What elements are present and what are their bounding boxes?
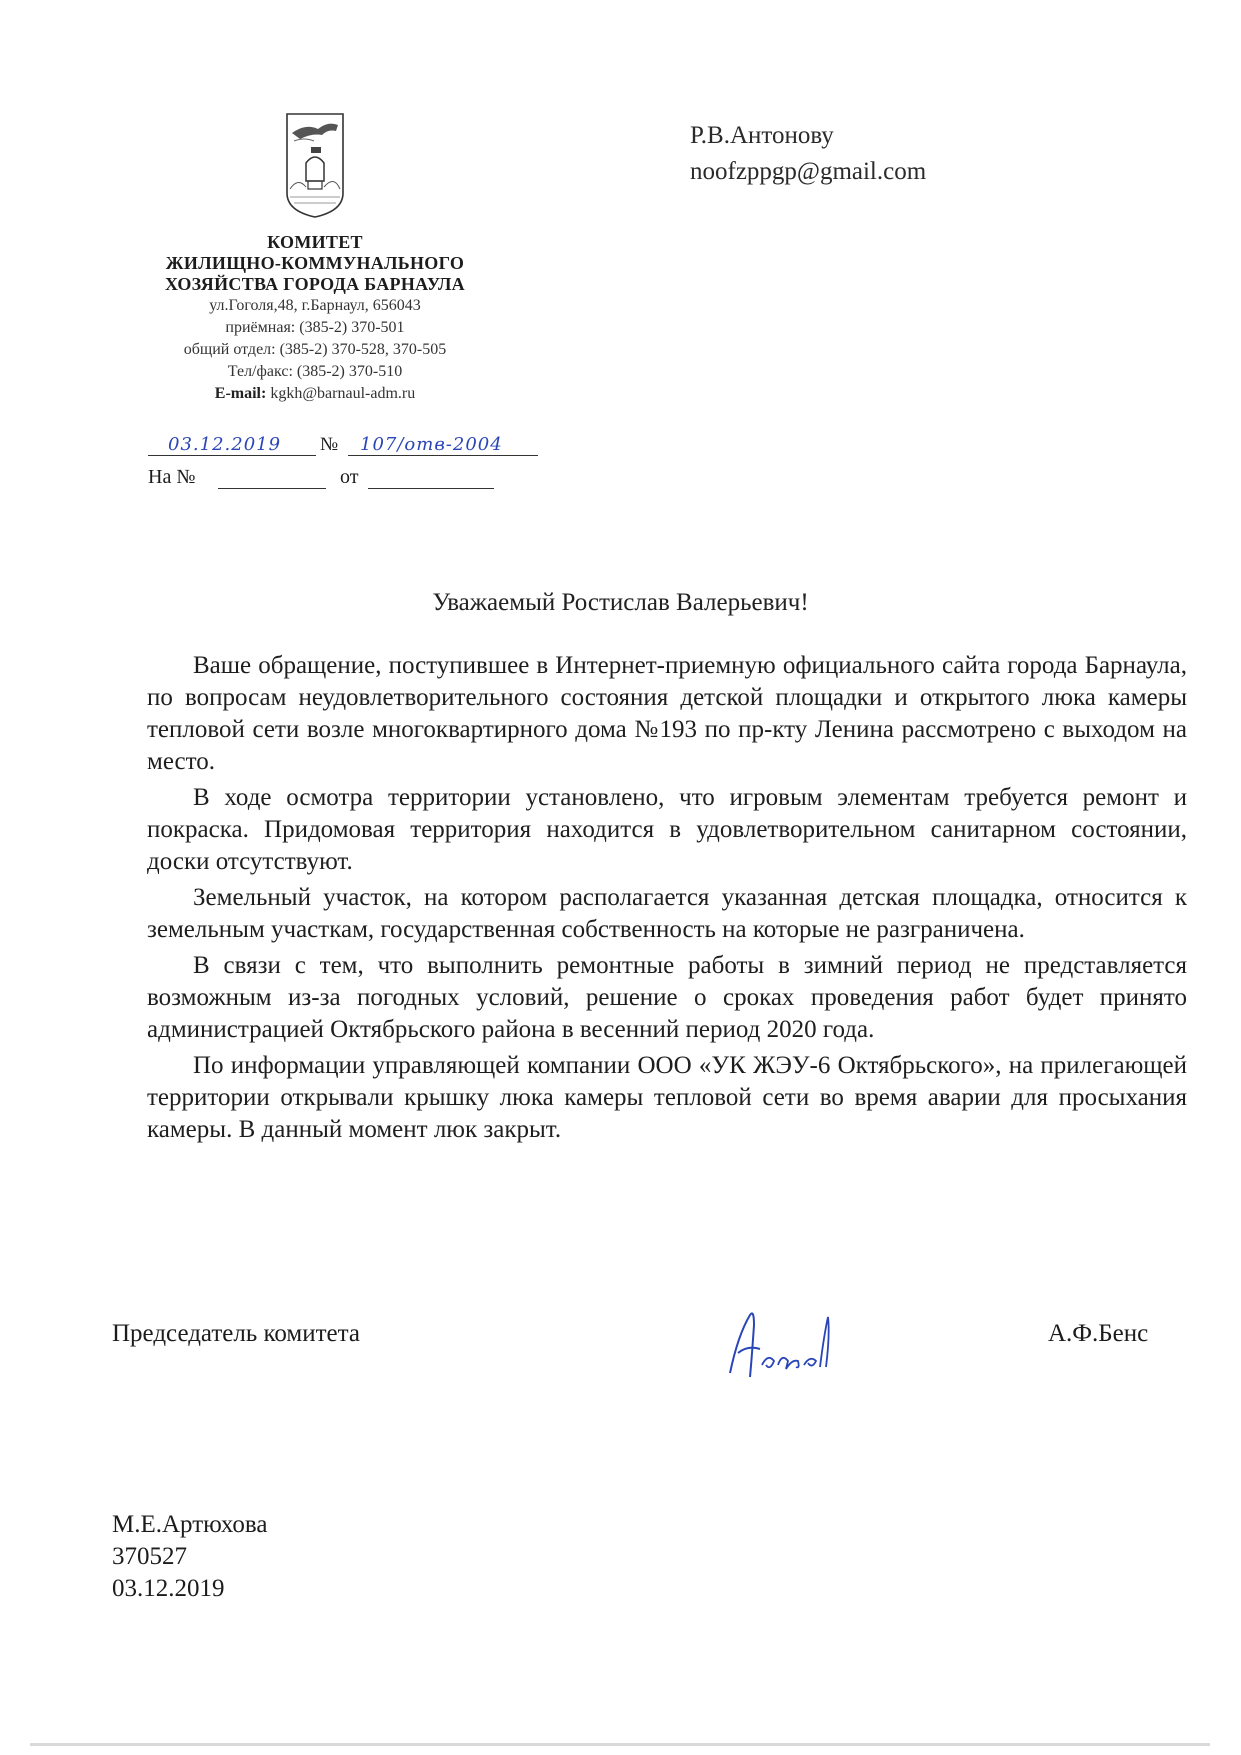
letterhead xyxy=(130,232,500,405)
org-name-line-1: КОМИТЕТ xyxy=(267,232,363,252)
executor-name: М.Е.Артюхова xyxy=(112,1511,268,1538)
scan-edge-divider xyxy=(30,1743,1210,1746)
body-paragraph: Земельный участок, на котором располагается указанная детская площадка, относится к земельным участкам, государственная собственность на которые не разграничена. xyxy=(147,884,1187,943)
addressee-email: noofzppgp@gmail.com xyxy=(690,158,927,185)
body-paragraph: По информации управляющей компании ООО «УК ЖЭУ-6 Октябрьского», на прилегающей территории открывали крышку люка камеры тепловой сети во время аварии для просыхания камеры. В данный момент люк закрыт. xyxy=(147,1052,1187,1143)
executor-block xyxy=(112,1509,267,1605)
body-paragraph: В связи с тем, что выполнить ремонтные работы в зимний период не представляется возможным из-за погодных условий, решение о сроках проведения работ будет принято администрацией Октябрьского района в весенний период 2020 года. xyxy=(147,952,1187,1043)
registration-number: 107/отв-2004 xyxy=(348,434,538,456)
incoming-number-label: На № xyxy=(148,466,196,488)
coat-of-arms-emblem xyxy=(284,111,346,219)
incoming-reference xyxy=(148,466,528,494)
org-reception-phone: приёмная: (385-2) 370-501 xyxy=(225,319,405,336)
incoming-date-label: от xyxy=(340,466,359,488)
outgoing-registration xyxy=(148,434,538,464)
handwritten-signature xyxy=(720,1295,850,1395)
registration-date: 03.12.2019 xyxy=(148,434,316,456)
addressee-block xyxy=(690,118,926,190)
org-email-label: E-mail: xyxy=(214,385,267,402)
letter-body xyxy=(147,650,1187,1150)
incoming-number-blank xyxy=(218,488,326,489)
salutation: Уважаемый Ростислав Валерьевич! xyxy=(432,589,809,616)
signatory-title: Председатель комитета xyxy=(112,1320,360,1347)
org-name-line-2: ЖИЛИЩНО-КОММУНАЛЬНОГО xyxy=(165,253,465,273)
org-email-line xyxy=(130,383,500,405)
executor-phone: 370527 xyxy=(112,1543,187,1570)
body-paragraph: Ваше обращение, поступившее в Интернет-приемную официального сайта города Барнаула, по вопросам неудовлетворительного состояния детской площадки и открытого люка камеры тепловой сети возле многоквартирного дома №193 по пр-кту Ленина рассмотрено с выходом на место. xyxy=(147,652,1187,775)
org-email: kgkh@barnaul-adm.ru xyxy=(270,385,416,402)
addressee-name: Р.В.Антонову xyxy=(690,122,834,149)
signatory-name: А.Ф.Бенс xyxy=(1048,1320,1149,1347)
org-name-line-3: ХОЗЯЙСТВА ГОРОДА БАРНАУЛА xyxy=(165,274,465,294)
org-address: ул.Гоголя,48, г.Барнаул, 656043 xyxy=(209,297,421,314)
incoming-date-blank xyxy=(368,488,494,489)
org-general-dept-phone: общий отдел: (385-2) 370-528, 370-505 xyxy=(183,341,447,358)
body-paragraph: В ходе осмотра территории установлено, что игровым элементам требуется ремонт и покраска. Придомовая территория находится в удовлетворительном санитарном состоянии, доски отсутствуют. xyxy=(147,784,1187,875)
registration-number-label: № xyxy=(320,434,339,455)
org-tel-fax: Тел/факс: (385-2) 370-510 xyxy=(227,363,403,380)
executor-date: 03.12.2019 xyxy=(112,1575,225,1602)
